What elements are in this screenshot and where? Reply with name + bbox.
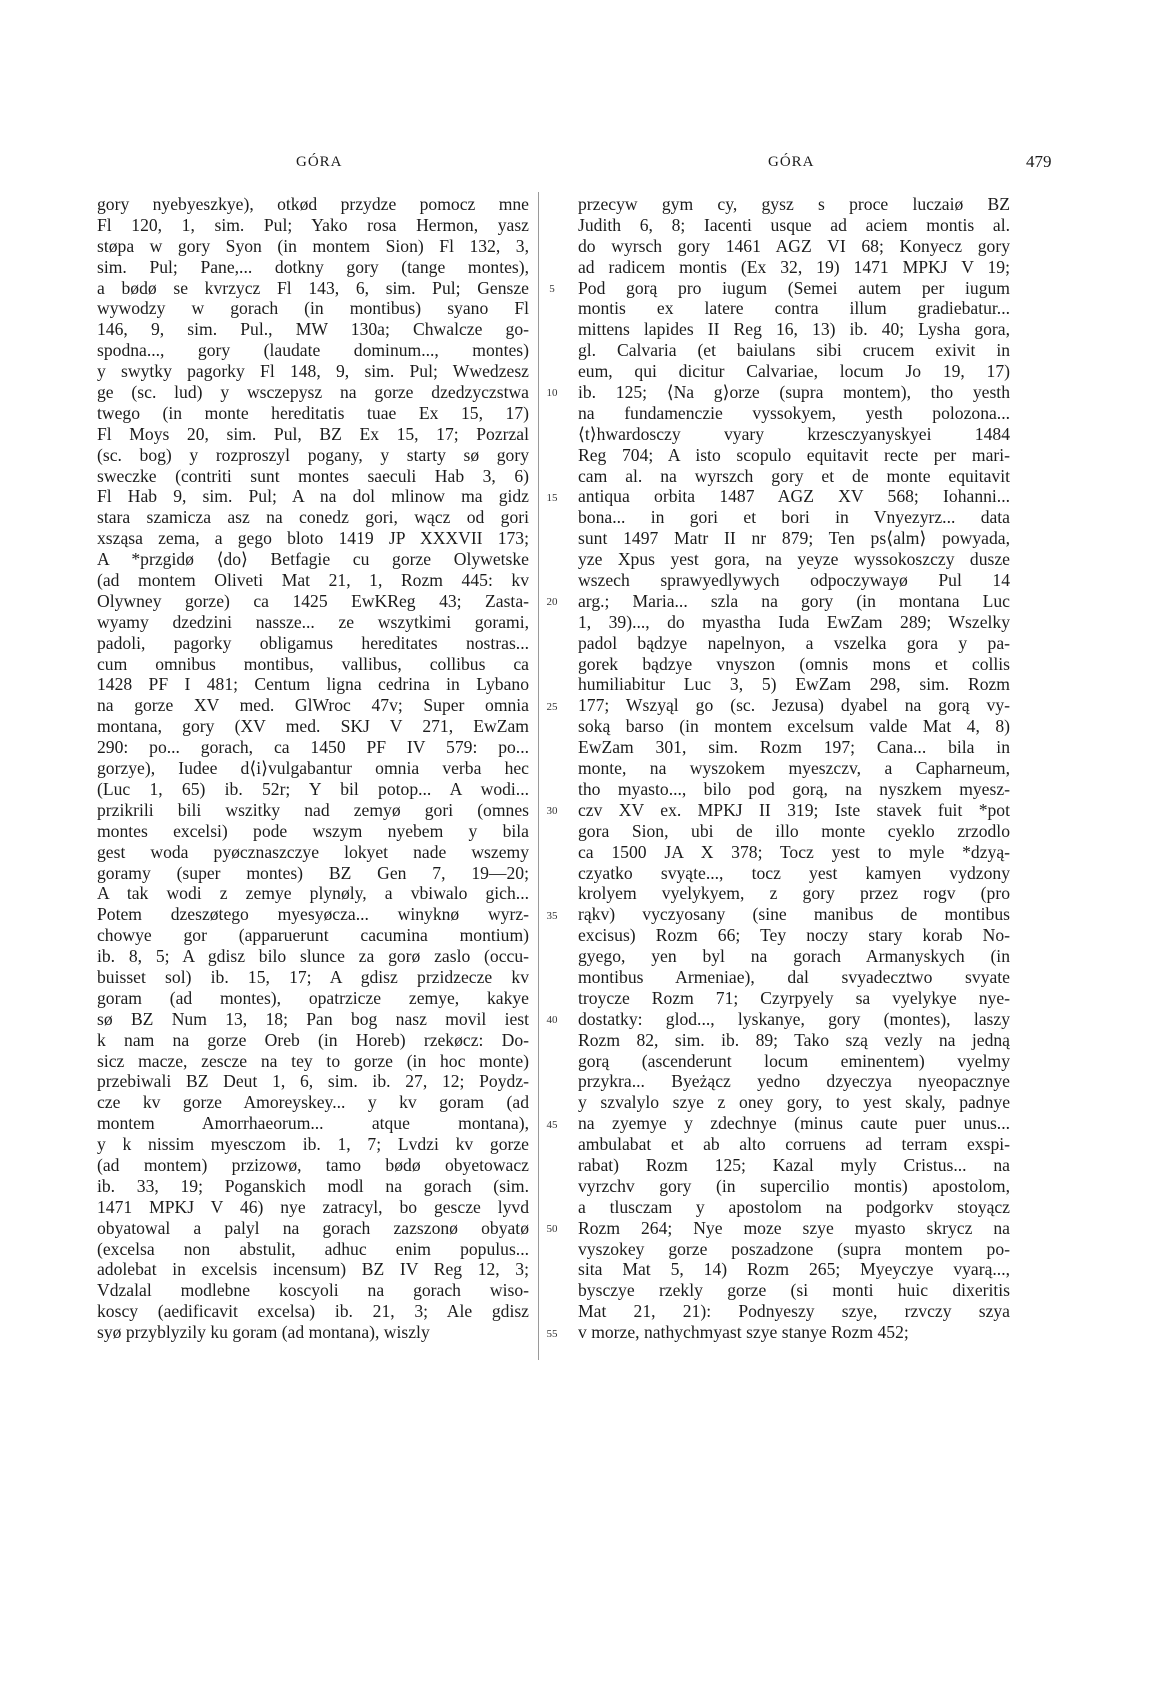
text-line: montem Amorrhaeorum... atque montana),	[97, 1113, 529, 1134]
text-line: montana, gory (XV med. SKJ V 271, EwZam	[97, 716, 529, 737]
text-line: wywodzy w gorach (in montibus) syano Fl	[97, 298, 529, 319]
margin-line-number: 10	[546, 387, 558, 400]
text-line: Vdzalal modlebne koscyoli na gorach wiso-	[97, 1280, 529, 1301]
text-line: sweczke (contriti sunt montes saeculi Hab 3, 6)	[97, 465, 529, 486]
text-line: padol bądzye napelnyon, a vszelka gora y pa-	[578, 632, 1010, 653]
running-head-left: GÓRA	[296, 154, 343, 170]
text-line: (ad montem) przizowø, tamo bødø obyetowacz	[97, 1154, 529, 1175]
text-line: arg.; Maria... szla na gory (in montana Luc	[578, 590, 1010, 611]
text-line: sicz macze, zescze na tey to gorze (in hoc monte)	[97, 1050, 529, 1071]
text-line: vyszokey gorze poszadzone (supra montem po-	[578, 1238, 1010, 1259]
text-line: Rozm 264; Nye moze szye myasto skrycz na	[578, 1217, 1010, 1238]
text-line: Fl Moys 20, sim. Pul, BZ Ex 15, 17; Pozrzal	[97, 423, 529, 444]
text-line: yze Xpus yest gora, na yeyze wyssokoszczy dusze	[578, 549, 1010, 570]
text-line: ib. 8, 5; A gdisz bilo slunce za gorø zaslo (occu-	[97, 946, 529, 967]
text-line: obyatowal a palyl na gorach zazszonø obyatø	[97, 1217, 529, 1238]
text-line: ge (sc. lud) y wsczepysz na gorze dzedzyczstwa	[97, 382, 529, 403]
text-line: vyrzchv gory (in supercilio montis) apostolom,	[578, 1175, 1010, 1196]
text-line: montibus Armeniae), dal svyadecztwo svyate	[578, 966, 1010, 987]
text-line: ambulabat et ab alto corruens ad terram exspi-	[578, 1134, 1010, 1155]
text-line: przecyw gym cy, gysz s proce luczaiø BZ	[578, 194, 1010, 214]
text-line: monte, na wyszokem myeszczv, a Capharneum,	[578, 758, 1010, 779]
text-line: gyego, yen byl na gorach Armanyskych (in	[578, 946, 1010, 967]
text-line: (ad montem Oliveti Mat 21, 1, Rozm 445: kv	[97, 570, 529, 591]
running-head-right: GÓRA	[768, 154, 815, 170]
text-line: a tlusczam y apostolom na podgorkv stoyącz	[578, 1196, 1010, 1217]
text-line: Mat 21, 21): Podnyeszy szye, rzvczy szya	[578, 1301, 1010, 1322]
margin-line-number: 35	[546, 909, 558, 922]
margin-line-number: 25	[546, 700, 558, 713]
text-line: Fl Hab 9, sim. Pul; A na dol mlinow ma gidz	[97, 486, 529, 507]
text-line: ca 1500 JA X 378; Tocz yest to myle *dzyą-	[578, 841, 1010, 862]
text-line: Reg 704; A isto scopulo equitavit recte per mari-	[578, 444, 1010, 465]
text-line: padoli, pagorky obligamus hereditates nostras...	[97, 632, 529, 653]
text-line: syø przyblyzily ku goram (ad montana), wiszly	[97, 1322, 430, 1343]
text-line: A tak wodi z zemye plynøly, a vbiwalo gich...	[97, 883, 529, 904]
text-line: humiliabitur Luc 3, 5) EwZam 298, sim. Rozm	[578, 674, 1010, 695]
text-line: przikrili bili wszitky nad zemyø gori (omnes	[97, 799, 529, 820]
margin-line-number: 15	[546, 491, 558, 504]
text-line: gory nyebyeszkye), otkød przydze pomocz mne	[97, 194, 529, 214]
text-line: y szvalylo szye z oney gory, to yest skaly, padnye	[578, 1092, 1010, 1113]
text-line: rabat) Rozm 125; Kazal myly Cristus... na	[578, 1154, 1010, 1175]
text-line: ad radicem montis (Ex 32, 19) 1471 MPKJ V 19;	[578, 256, 1010, 277]
text-line: twego (in monte hereditatis tuae Ex 15, 17)	[97, 402, 529, 423]
text-line: goramy (super montes) BZ Gen 7, 19—20;	[97, 862, 529, 883]
text-line: excisus) Rozm 66; Tey noczy stary korab No-	[578, 925, 1010, 946]
text-line: do wyrsch gory 1461 AGZ VI 68; Konyecz gory	[578, 235, 1010, 256]
text-line: y k nissim myesczom ib. 1, 7; Lvdzi kv gorze	[97, 1134, 529, 1155]
margin-line-number: 50	[546, 1223, 558, 1236]
text-line: sita Mat 5, 14) Rozm 265; Myeyczye vyarą...,	[578, 1259, 1010, 1280]
text-line: gorą (ascenderunt locum eminentem) vyelmy	[578, 1050, 1010, 1071]
text-line: troycze Rozm 71; Czyrpyely sa vyelykye nye-	[578, 987, 1010, 1008]
text-line: czv XV ex. MPKJ II 319; Iste stavek fuit *pot	[578, 799, 1010, 820]
text-line: goram (ad montes), opatrzicze zemye, kakye	[97, 987, 529, 1008]
text-line: (excelsa non abstulit, adhuc enim populus...	[97, 1238, 529, 1259]
column-divider	[538, 192, 539, 1360]
text-line: cum omnibus montibus, vallibus, collibus ca	[97, 653, 529, 674]
text-line: rąkv) vyczyosany (sine manibus de montibus	[578, 904, 1010, 925]
text-line: mittens lapides II Reg 16, 13) ib. 40; Lysha gora,	[578, 319, 1010, 340]
text-line: 1, 39)..., do myastha Iuda EwZam 289; Wszelky	[578, 611, 1010, 632]
text-line: støpa w gory Syon (in montem Sion) Fl 132, 3,	[97, 235, 529, 256]
text-line: dostatky: glod..., lyskanye, gory (montes), laszy	[578, 1008, 1010, 1029]
text-line: cze kv gorze Amoreyskey... y kv goram (ad	[97, 1092, 529, 1113]
text-line: Pod gorą pro iugum (Semei autem per iugum	[578, 277, 1010, 298]
text-line: eum, qui dicitur Calvariae, locum Jo 19, 17)	[578, 361, 1010, 382]
text-line: na zyemye y zdechnye (minus caute puer unus...	[578, 1113, 1010, 1134]
text-line: montis ex latere contra illum gradiebatur...	[578, 298, 1010, 319]
text-line: gorek bądzye vnyszon (omnis mons et collis	[578, 653, 1010, 674]
text-line: wyamy dzedzini nassze... ze wszytkimi gorami,	[97, 611, 529, 632]
text-line: 1428 PF I 481; Centum ligna cedrina in Lybano	[97, 674, 529, 695]
text-line: Fl 120, 1, sim. Pul; Yako rosa Hermon, yasz	[97, 214, 529, 235]
text-line: sunt 1497 Matr II nr 879; Ten ps⟨alm⟩ powyada,	[578, 528, 1010, 549]
left-column	[97, 194, 529, 1343]
text-line: soką barso (in montem excelsum valde Mat 4, 8)	[578, 716, 1010, 737]
margin-line-number: 55	[546, 1327, 558, 1340]
text-line: xsząsa zema, a gego bloto 1419 JP XXXVII 173;	[97, 528, 529, 549]
text-line: bona... in gori et bori in Vnyezyrz... data	[578, 507, 1010, 528]
text-line: antiqua orbita 1487 AGZ XV 568; Iohanni...	[578, 486, 1010, 507]
text-line: czyatko svyąte..., tocz yest kamyen vydzony	[578, 862, 1010, 883]
text-line: gora Sion, ubi de illo monte cyeklo zrzodlo	[578, 820, 1010, 841]
margin-line-number: 5	[549, 282, 555, 295]
text-line: sim. Pul; Pane,... dotkny gory (tange montes),	[97, 256, 529, 277]
text-line: k nam na gorze Oreb (in Horeb) rzekøcz: Do-	[97, 1029, 529, 1050]
text-line: stara szamicza asz na conedz gori, wącz od gori	[97, 507, 529, 528]
text-line: wszech sprawyedlywych odpoczywayø Pul 14	[578, 570, 1010, 591]
text-line: gest woda pyøcznaszczye lokyet nade wszemy	[97, 841, 529, 862]
text-line: tho myasto..., bilo pod gorą, na nyszkem myesz-	[578, 778, 1010, 799]
text-line: na gorze XV med. GlWroc 47v; Super omnia	[97, 695, 529, 716]
page-number: 479	[1026, 152, 1052, 171]
text-line: 177; Wszyąl go (sc. Jezusa) dyabel na gorą vy-	[578, 695, 1010, 716]
text-line: 1471 MPKJ V 46) nye zatracyl, bo gescze lyvd	[97, 1196, 529, 1217]
text-line: na fundamenczie vyssokyem, yesth polozona...	[578, 402, 1010, 423]
text-line: gl. Calvaria (et baiulans sibi crucem exivit in	[578, 340, 1010, 361]
text-line: Olywney gorze) ca 1425 EwKReg 43; Zasta-	[97, 590, 529, 611]
text-line: przebiwali BZ Deut 1, 6, sim. ib. 27, 12; Poydz-	[97, 1071, 529, 1092]
text-line: bysczye rzekly gorze (si monti huic dixeritis	[578, 1280, 1010, 1301]
text-line: v morze, nathychmyast szye stanye Rozm 452;	[578, 1322, 909, 1343]
text-line: adolebat in excelsis incensum) BZ IV Reg 12, 3;	[97, 1259, 529, 1280]
text-line: Judith 6, 8; Iacenti usque ad aciem montis al.	[578, 214, 1010, 235]
text-line: Rozm 82, sim. ib. 89; Tako szą vezly na jedną	[578, 1029, 1010, 1050]
text-line: cam al. na wyrszch gory et de monte equitavit	[578, 465, 1010, 486]
text-line: przykra... Byeżącz yedno dzyeczya nyeopacznye	[578, 1071, 1010, 1092]
text-line: y swytky pagorky Fl 148, 9, sim. Pul; Wwedzesz	[97, 361, 529, 382]
text-line: gorzye), Iudee d⟨i⟩vulgabantur omnia verba hec	[97, 758, 529, 779]
text-line: spodna..., gory (laudate dominum..., montes)	[97, 340, 529, 361]
text-line: chowye gor (apparuerunt cacumina montium)	[97, 925, 529, 946]
margin-line-number: 40	[546, 1014, 558, 1027]
text-line: ib. 125; ⟨Na g⟩orze (supra montem), tho yesth	[578, 382, 1010, 403]
margin-line-number: 20	[546, 596, 558, 609]
margin-line-number: 30	[546, 805, 558, 818]
text-line: (Luc 1, 65) ib. 52r; Y bil potop... A wodi...	[97, 778, 529, 799]
text-line: EwZam 301, sim. Rozm 197; Cana... bila in	[578, 737, 1010, 758]
text-line: 146, 9, sim. Pul., MW 130a; Chwalcze go-	[97, 319, 529, 340]
text-line: koscy (aedificavit excelsa) ib. 21, 3; Ale gdisz	[97, 1301, 529, 1322]
text-line: (sc. bog) y rozproszyl pogany, y starty sø gory	[97, 444, 529, 465]
text-line: montes excelsi) pode wszym nyebem y bila	[97, 820, 529, 841]
text-line: a bødø se kvrzycz Fl 143, 6, sim. Pul; Gensze	[97, 277, 529, 298]
text-line: ib. 33, 19; Poganskich modl na gorach (sim.	[97, 1175, 529, 1196]
text-line: A *przgidø ⟨do⟩ Betfagie cu gorze Olywetske	[97, 549, 529, 570]
right-column	[578, 194, 1010, 1343]
text-line: buisset sol) ib. 15, 17; A gdisz przidzecze kv	[97, 966, 529, 987]
margin-line-number: 45	[546, 1118, 558, 1131]
text-line: Potem dzeszøtego myesyøcza... winyknø wyrz-	[97, 904, 529, 925]
text-line: ⟨t⟩hwardosczy vyary krzesczyanyskyei 1484	[578, 423, 1010, 444]
text-line: krolyem vyelykyem, z gory przez rogv (pro	[578, 883, 1010, 904]
text-line: 290: po... gorach, ca 1450 PF IV 579: po...	[97, 737, 529, 758]
text-line: sø BZ Num 13, 18; Pan bog nasz movil iest	[97, 1008, 529, 1029]
